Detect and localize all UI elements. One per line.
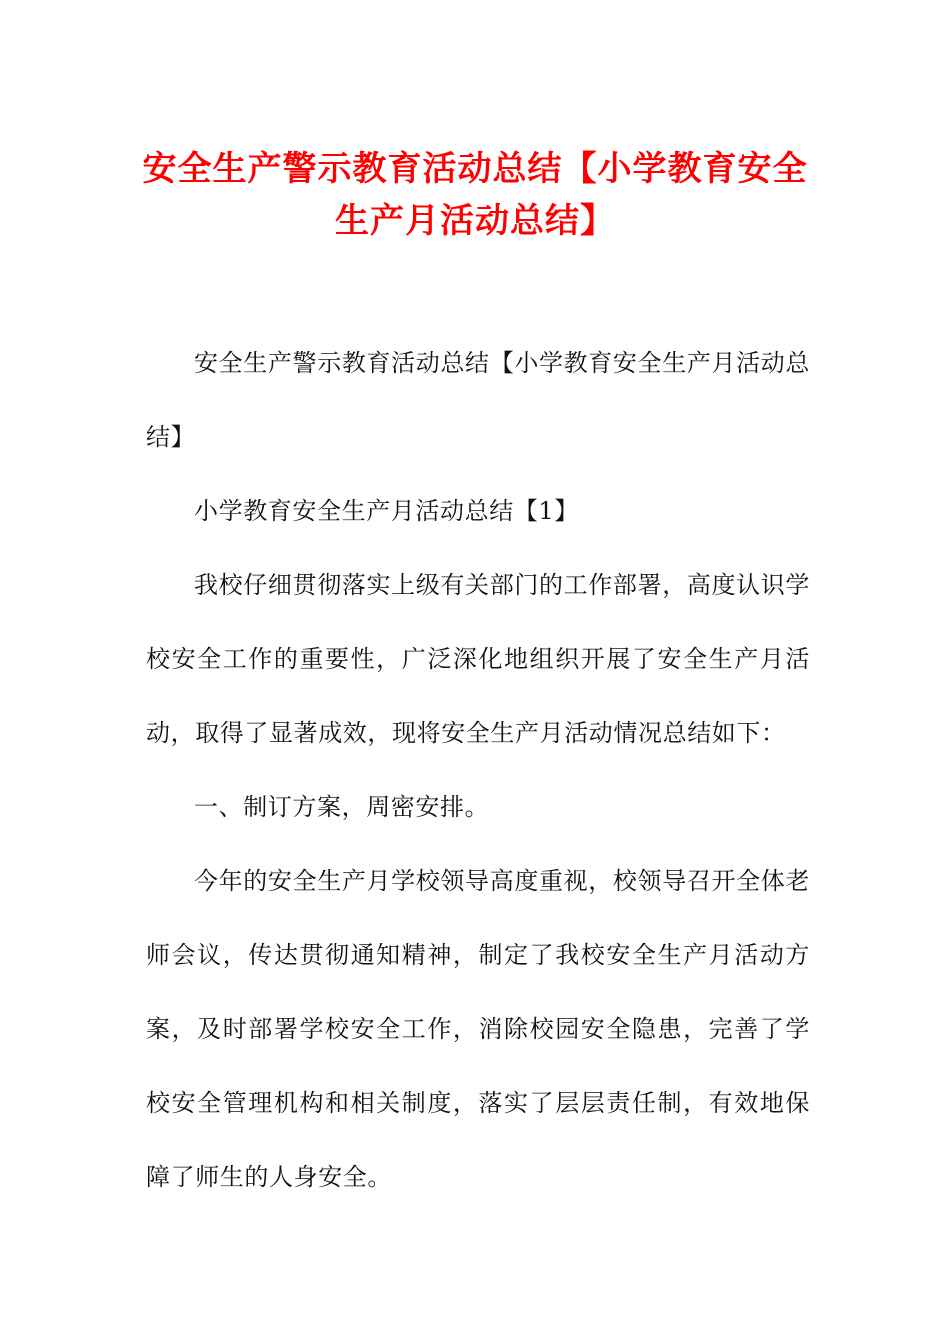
paragraph-item-one-detail: 今年的安全生产月学校领导高度重视，校领导召开全体老师会议，传达贯彻通知精神，制定了我校安全生产月活动方案，及时部署学校安全工作，消除校园安全隐患，完善了学校安全管理机构和相关制度，落实了层层责任制，有效地保障了师生的人身安全。 bbox=[146, 867, 810, 1191]
document-body bbox=[146, 326, 810, 1214]
paragraph-section-title: 小学教育安全生产月活动总结【1】 bbox=[194, 497, 579, 525]
paragraph-item-one-heading: 一、制订方案，周密安排。 bbox=[194, 793, 490, 821]
paragraph-intro: 我校仔细贯彻落实上级有关部门的工作部署，高度认识学校安全工作的重要性，广泛深化地组织开展了安全生产月活动，取得了显著成效，现将安全生产月活动情况总结如下： bbox=[146, 571, 810, 747]
document-title: 安全生产警示教育活动总结【小学教育安全生产月活动总结】 bbox=[142, 149, 808, 241]
paragraph-heading-repeat: 安全生产警示教育活动总结【小学教育安全生产月活动总结】 bbox=[146, 349, 810, 451]
